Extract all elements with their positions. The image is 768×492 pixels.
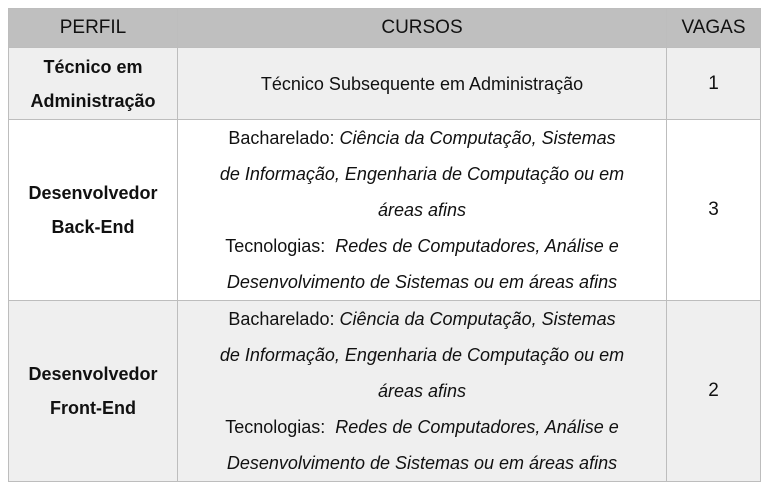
vacancies-table [8,8,761,482]
bacharelado-courses: de Informação, Engenharia de Computação ou em [219,345,625,365]
table-row [9,120,761,301]
tecnologias-courses: Redes de Computadores, Análise e [335,236,619,256]
bacharelado-line [184,301,660,337]
table-row [9,301,761,482]
tecnologias-label: Tecnologias: [225,417,336,437]
perfil-cell [9,120,178,301]
tecnologias-line [184,409,660,445]
perfil-cell [9,301,178,482]
cursos-cell: Técnico Subsequente em Administração [178,48,667,120]
tecnologias-line [184,228,660,264]
perfil-line: Técnico em [43,56,143,77]
cursos-cell [178,301,667,482]
perfil-line: Front-End [50,398,136,418]
vagas-cell: 2 [667,301,761,482]
bacharelado-courses: de Informação, Engenharia de Computação ou em [219,164,625,184]
header-perfil: PERFIL [9,9,178,48]
perfil-line: Administração [30,90,156,111]
perfil-line: Desenvolvedor [28,183,158,203]
bacharelado-courses: Ciência da Computação, Sistemas [339,309,616,329]
header-cursos: CURSOS [178,9,667,48]
vagas-cell: 1 [667,48,761,120]
bacharelado-label: Bacharelado: [228,128,340,148]
bacharelado-courses: áreas afins [377,200,467,220]
bacharelado-courses: áreas afins [377,381,467,401]
bacharelado-courses: Ciência da Computação, Sistemas [339,128,616,148]
vagas-cell: 3 [667,120,761,301]
header-row [9,9,761,48]
tecnologias-courses: Desenvolvimento de Sistemas ou em áreas afins [226,272,618,292]
bacharelado-label: Bacharelado: [228,309,340,329]
header-vagas: VAGAS [667,9,761,48]
tecnologias-courses: Desenvolvimento de Sistemas ou em áreas afins [226,453,618,473]
perfil-cell [9,48,178,120]
bacharelado-line [184,120,660,156]
tecnologias-courses: Redes de Computadores, Análise e [335,417,619,437]
perfil-line: Back-End [51,217,135,237]
table-row [9,48,761,120]
tecnologias-label: Tecnologias: [225,236,336,256]
cursos-cell [178,120,667,301]
perfil-line: Desenvolvedor [28,364,158,384]
